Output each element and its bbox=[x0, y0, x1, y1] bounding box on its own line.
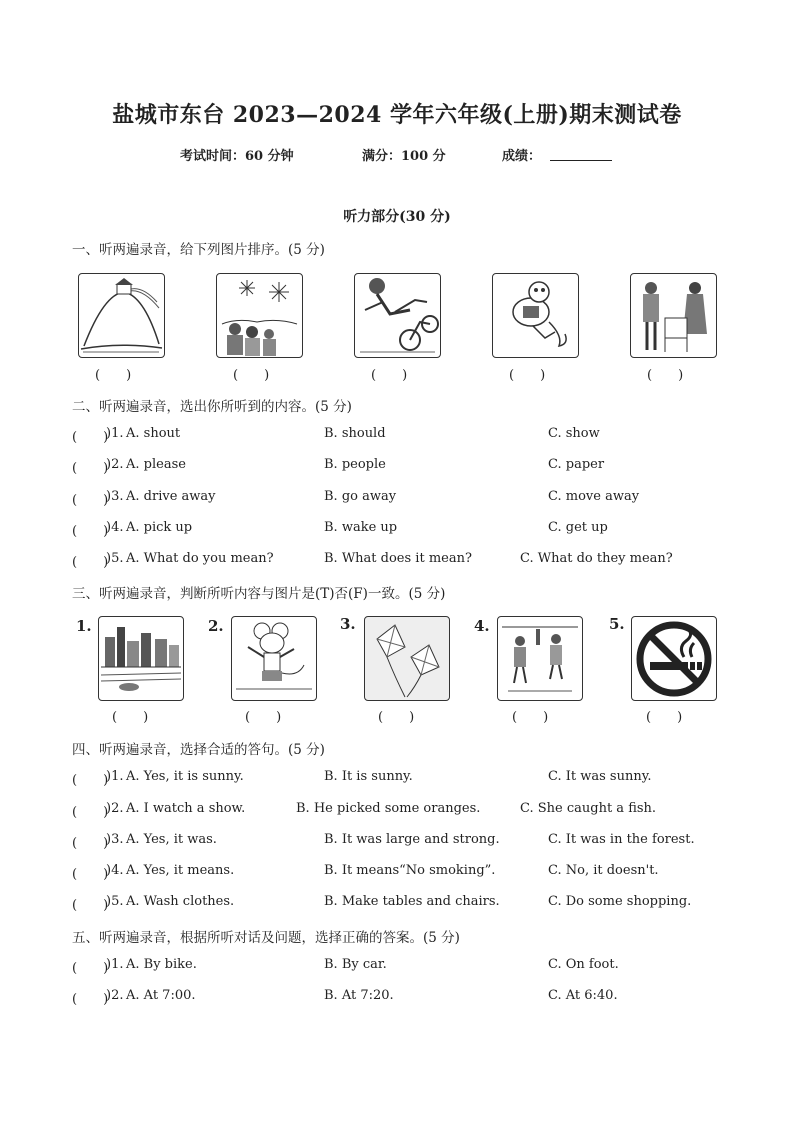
listening-part-title: 听力部分(30 分) bbox=[343, 209, 451, 225]
s2-question-4 bbox=[72, 520, 752, 538]
full-score: 满分：100 分 bbox=[362, 149, 446, 164]
answer-blank[interactable]: ( ) bbox=[72, 524, 109, 539]
s1-picture-monster bbox=[492, 273, 579, 358]
s3-number-1: 1. bbox=[76, 617, 92, 635]
option-a: A. shout bbox=[126, 426, 181, 441]
s5-question-2 bbox=[72, 988, 752, 1006]
option-b: B. He picked some oranges. bbox=[296, 801, 481, 816]
option-a: A. What do you mean? bbox=[126, 551, 274, 566]
question-number: )1. bbox=[106, 769, 124, 784]
answer-blank[interactable]: ( ) bbox=[72, 805, 109, 820]
option-b: B. It means“No smoking”. bbox=[324, 863, 496, 878]
s1-picture-hill-house bbox=[78, 273, 165, 358]
option-b: B. It was large and strong. bbox=[324, 832, 500, 847]
option-a: A. I watch a show. bbox=[126, 801, 246, 816]
answer-blank[interactable]: ( ) bbox=[72, 773, 109, 788]
answer-blank[interactable]: ( ) bbox=[72, 836, 109, 851]
option-c: C. Do some shopping. bbox=[548, 894, 692, 909]
option-c: C. get up bbox=[548, 520, 608, 535]
s3-number-2: 2. bbox=[208, 617, 224, 635]
s4-question-3 bbox=[72, 832, 752, 850]
option-b: B. What does it mean? bbox=[324, 551, 472, 566]
answer-blank[interactable]: ( ) bbox=[72, 992, 109, 1007]
option-a: A. At 7:00. bbox=[126, 988, 196, 1003]
s2-question-2 bbox=[72, 457, 752, 475]
option-a: A. please bbox=[126, 457, 186, 472]
option-a: A. Wash clothes. bbox=[126, 894, 235, 909]
option-b: B. Make tables and chairs. bbox=[324, 894, 500, 909]
s2-question-3 bbox=[72, 489, 752, 507]
question-number: )3. bbox=[106, 832, 124, 847]
s3-picture-no-smoking bbox=[631, 616, 717, 701]
answer-blank[interactable]: ( ) bbox=[72, 867, 109, 882]
s3-number-4: 4. bbox=[474, 617, 490, 635]
s3-answer-2[interactable]: ( ) bbox=[245, 710, 282, 725]
page-title: 盐城市东台 2023—2024 学年六年级(上册)期末测试卷 bbox=[112, 102, 682, 128]
s2-question-5 bbox=[72, 551, 752, 569]
section-2-title: 二、听两遍录音，选出你所听到的内容。(5 分) bbox=[72, 399, 352, 415]
exam-time: 考试时间：60 分钟 bbox=[180, 149, 294, 164]
option-c: C. What do they mean? bbox=[520, 551, 673, 566]
question-number: )5. bbox=[106, 551, 124, 566]
option-c: C. At 6:40. bbox=[548, 988, 618, 1003]
section-5-title: 五、听两遍录音，根据所听对话及问题，选择正确的答案。(5 分) bbox=[72, 930, 460, 946]
option-c: C. She caught a fish. bbox=[520, 801, 657, 816]
option-a: A. By bike. bbox=[126, 957, 197, 972]
option-a: A. drive away bbox=[126, 489, 216, 504]
option-c: C. paper bbox=[548, 457, 605, 472]
s1-answer-2[interactable]: ( ) bbox=[233, 368, 270, 383]
s3-answer-4[interactable]: ( ) bbox=[512, 710, 549, 725]
option-c: C. It was in the forest. bbox=[548, 832, 695, 847]
s2-question-1 bbox=[72, 426, 752, 444]
question-number: )2. bbox=[106, 988, 124, 1003]
question-number: )2. bbox=[106, 801, 124, 816]
question-number: )4. bbox=[106, 520, 124, 535]
s5-question-1 bbox=[72, 957, 752, 975]
s3-picture-mouse bbox=[231, 616, 317, 701]
s3-picture-kites bbox=[364, 616, 450, 701]
question-number: )4. bbox=[106, 863, 124, 878]
section-4-title: 四、听两遍录音，选择合适的答句。(5 分) bbox=[72, 742, 325, 758]
option-a: A. Yes, it means. bbox=[126, 863, 235, 878]
question-number: )1. bbox=[106, 426, 124, 441]
s3-number-3: 3. bbox=[340, 615, 356, 633]
question-number: )5. bbox=[106, 894, 124, 909]
option-b: B. wake up bbox=[324, 520, 398, 535]
s1-picture-shopping bbox=[630, 273, 717, 358]
s4-question-2 bbox=[72, 801, 752, 819]
s4-question-5 bbox=[72, 894, 752, 912]
s1-answer-4[interactable]: ( ) bbox=[509, 368, 546, 383]
s1-answer-5[interactable]: ( ) bbox=[647, 368, 684, 383]
option-c: C. No, it doesn't. bbox=[548, 863, 659, 878]
option-c: C. On foot. bbox=[548, 957, 619, 972]
option-c: C. show bbox=[548, 426, 600, 441]
option-c: C. It was sunny. bbox=[548, 769, 652, 784]
option-c: C. move away bbox=[548, 489, 640, 504]
s3-picture-city bbox=[98, 616, 184, 701]
option-a: A. pick up bbox=[126, 520, 193, 535]
option-b: B. At 7:20. bbox=[324, 988, 394, 1003]
option-a: A. Yes, it is sunny. bbox=[126, 769, 244, 784]
question-number: )2. bbox=[106, 457, 124, 472]
question-number: )3. bbox=[106, 489, 124, 504]
section-3-title: 三、听两遍录音，判断所听内容与图片是(T)否(F)一致。(5 分) bbox=[72, 586, 446, 602]
s4-question-4 bbox=[72, 863, 752, 881]
answer-blank[interactable]: ( ) bbox=[72, 961, 109, 976]
score-label: 成绩： bbox=[502, 149, 542, 164]
s1-picture-bike-fall bbox=[354, 273, 441, 358]
s1-answer-3[interactable]: ( ) bbox=[371, 368, 408, 383]
s3-number-5: 5. bbox=[609, 615, 625, 633]
score-blank[interactable] bbox=[550, 160, 612, 161]
option-a: A. Yes, it was. bbox=[126, 832, 217, 847]
answer-blank[interactable]: ( ) bbox=[72, 898, 109, 913]
s3-picture-walking bbox=[497, 616, 583, 701]
option-b: B. It is sunny. bbox=[324, 769, 413, 784]
s3-answer-1[interactable]: ( ) bbox=[112, 710, 149, 725]
section-1-title: 一、听两遍录音，给下列图片排序。(5 分) bbox=[72, 242, 325, 258]
answer-blank[interactable]: ( ) bbox=[72, 555, 109, 570]
answer-blank[interactable]: ( ) bbox=[72, 430, 109, 445]
question-number: )1. bbox=[106, 957, 124, 972]
s3-answer-3[interactable]: ( ) bbox=[378, 710, 415, 725]
answer-blank[interactable]: ( ) bbox=[72, 493, 109, 508]
s1-picture-fireworks bbox=[216, 273, 303, 358]
option-b: B. go away bbox=[324, 489, 397, 504]
option-b: B. people bbox=[324, 457, 386, 472]
option-b: B. By car. bbox=[324, 957, 387, 972]
option-b: B. should bbox=[324, 426, 386, 441]
s1-answer-1[interactable]: ( ) bbox=[95, 368, 132, 383]
s4-question-1 bbox=[72, 769, 752, 787]
answer-blank[interactable]: ( ) bbox=[72, 461, 109, 476]
s3-answer-5[interactable]: ( ) bbox=[646, 710, 683, 725]
